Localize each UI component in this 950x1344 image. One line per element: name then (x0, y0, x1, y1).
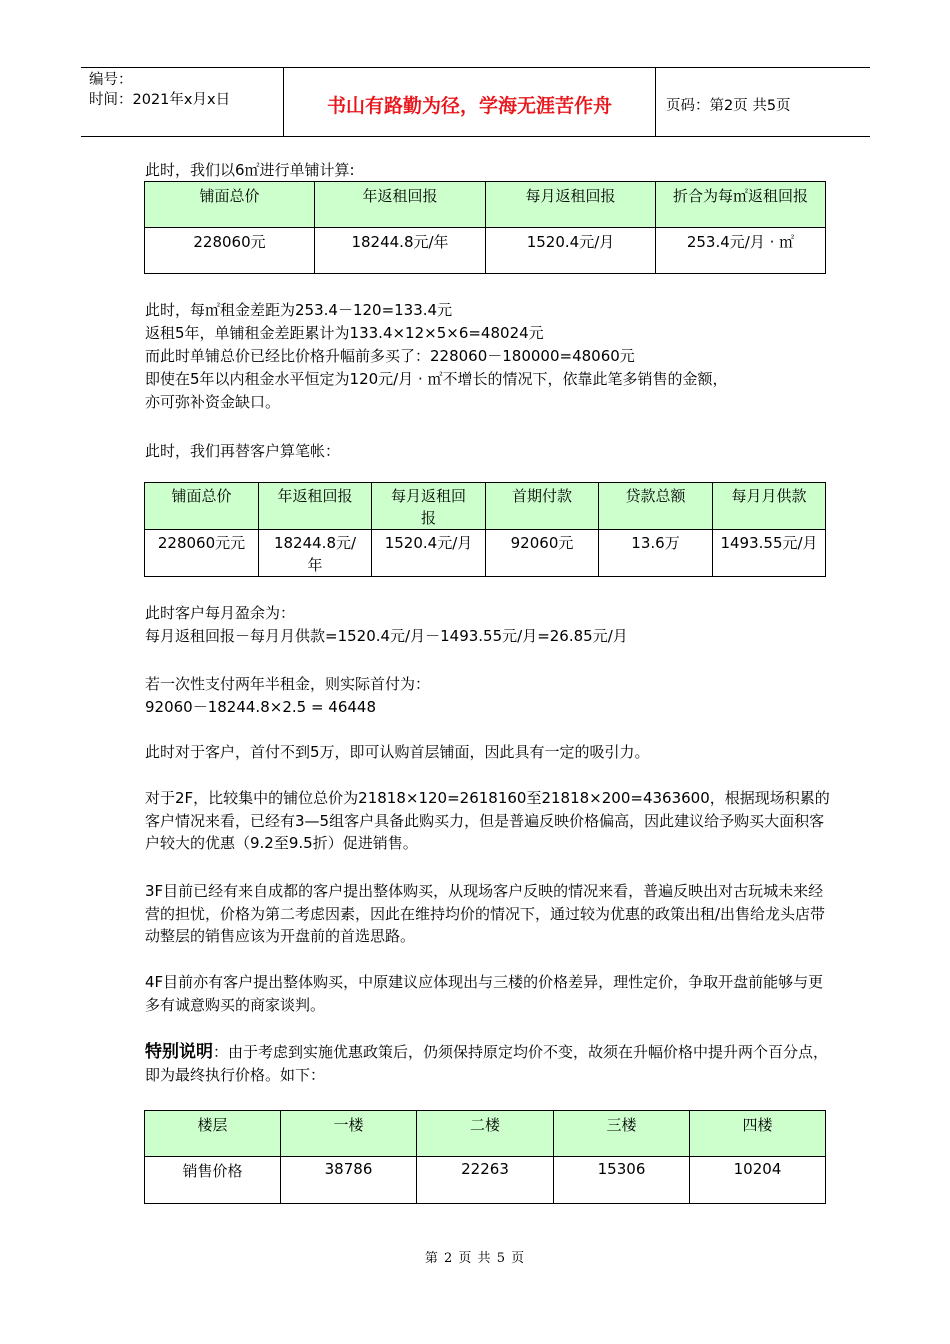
header-motto-cell (284, 68, 656, 136)
table-cell: 销售价格 (145, 1157, 281, 1204)
table-row (145, 228, 826, 274)
price-table (144, 1110, 826, 1204)
table-header-cell: 每月返租回报 (372, 483, 486, 530)
table-header-cell: 三楼 (554, 1111, 690, 1157)
table-cell: 18244.8元/年 (259, 530, 372, 577)
paragraph-4f: 4F目前亦有客户提出整体购买，中原建议应体现出与三楼的价格差异，理性定价，争取开盘前能够与更多有诚意购买的商家谈判。 (145, 973, 824, 1014)
single-shop-table (144, 181, 826, 274)
page-footer: 第 2 页 共 5 页 (424, 1251, 526, 1266)
date-label: 时间：2021年x月x日 (89, 92, 231, 108)
special-note-heading: 特别说明 (145, 1042, 213, 1062)
payment-line: 若一次性支付两年半租金，则实际首付为： (145, 675, 431, 693)
table-header-cell: 贷款总额 (599, 483, 713, 530)
table-cell: 15306 (554, 1157, 690, 1204)
motto: 书山有路勤为径，学海无涯苦作舟 (326, 95, 612, 117)
number-label: 编号： (89, 72, 133, 88)
table-header-cell: 年返租回报 (315, 182, 486, 228)
table-cell: 228060元 (145, 228, 315, 274)
table-row (145, 1157, 826, 1204)
table-header-cell: 首期付款 (486, 483, 599, 530)
table-header-cell: 年返租回报 (259, 483, 372, 530)
paragraph-2f: 对于2F，比较集中的铺位总价为21818×120=2618160至21818×200=4363600，根据现场积累的客户情况来看，已经有3—5组客户具备此购买力，但是普遍反映价格偏高，因此建议给予购买大面积客户较大的优惠（9.2至9.5折）促进销售。 (145, 789, 830, 852)
table-header-row (145, 483, 826, 530)
surplus-line: 此时客户每月盈余为： (145, 604, 296, 622)
calc-line: 此时，每㎡租金差距为253.4－120=133.4元 (145, 301, 453, 319)
table-cell: 1520.4元/月 (372, 530, 486, 577)
page-label: 页码：第2页 共5页 (666, 98, 791, 114)
table-cell: 1493.55元/月 (713, 530, 826, 577)
payment-line: 92060－18244.8×2.5 = 46448 (145, 698, 376, 716)
table-cell: 13.6万 (599, 530, 713, 577)
table-header-cell: 铺面总价 (145, 182, 315, 228)
customer-intro-text: 此时，我们再替客户算笔帐： (145, 442, 341, 460)
table-header-cell: 每月返租回报 (486, 182, 656, 228)
table-header-row (145, 1111, 826, 1157)
table-header-cell: 二楼 (417, 1111, 554, 1157)
table-row (145, 530, 826, 577)
table-header-cell: 折合为每㎡返租回报 (656, 182, 826, 228)
surplus-line: 每月返租回报－每月月供款=1520.4元/月－1493.55元/月=26.85元/月 (145, 627, 628, 645)
special-note-text: ：由于考虑到实施优惠政策后，仍须保持原定均价不变，故须在升幅价格中提升两个百分点，即为最终执行价格。如下： (145, 1043, 829, 1084)
page-header (81, 67, 870, 137)
customer-calc-table (144, 482, 826, 577)
header-info-cell (81, 68, 284, 136)
calc-line: 返租5年，单铺租金差距累计为133.4×12×5×6=48024元 (145, 324, 544, 342)
header-page-cell (656, 68, 870, 136)
intro-text: 此时，我们以6㎡进行单铺计算: (145, 161, 355, 179)
table-cell: 38786 (281, 1157, 417, 1204)
calc-line: 而此时单铺总价已经比价格升幅前多买了：228060－180000=48060元 (145, 347, 635, 365)
calc-line: 即使在5年以内租金水平恒定为120元/月 · ㎡不增长的情况下，依靠此笔多销售的金额， (145, 370, 728, 388)
calc-line: 亦可弥补资金缺口。 (145, 393, 281, 411)
table-header-cell: 楼层 (145, 1111, 281, 1157)
table-cell: 92060元 (486, 530, 599, 577)
table-header-cell: 铺面总价 (145, 483, 259, 530)
conclusion-text: 此时对于客户，首付不到5万，即可认购首层铺面，因此具有一定的吸引力。 (145, 743, 650, 761)
table-cell: 253.4元/月 · ㎡ (656, 228, 826, 274)
table-cell: 22263 (417, 1157, 554, 1204)
table-cell: 1520.4元/月 (486, 228, 656, 274)
table-cell: 228060元元 (145, 530, 259, 577)
table-header-cell: 每月月供款 (713, 483, 826, 530)
table-header-cell: 一楼 (281, 1111, 417, 1157)
table-cell: 10204 (690, 1157, 826, 1204)
table-cell: 18244.8元/年 (315, 228, 486, 274)
table-header-row (145, 182, 826, 228)
special-note (145, 1041, 835, 1086)
paragraph-3f: 3F目前已经有来自成都的客户提出整体购买，从现场客户反映的情况来看，普遍反映出对古玩城未来经营的担忧，价格为第二考虑因素，因此在维持均价的情况下，通过较为优惠的政策出租/出售给龙头店带动整层的销售应该为开盘前的首选思路。 (145, 882, 826, 945)
table-header-cell: 四楼 (690, 1111, 826, 1157)
